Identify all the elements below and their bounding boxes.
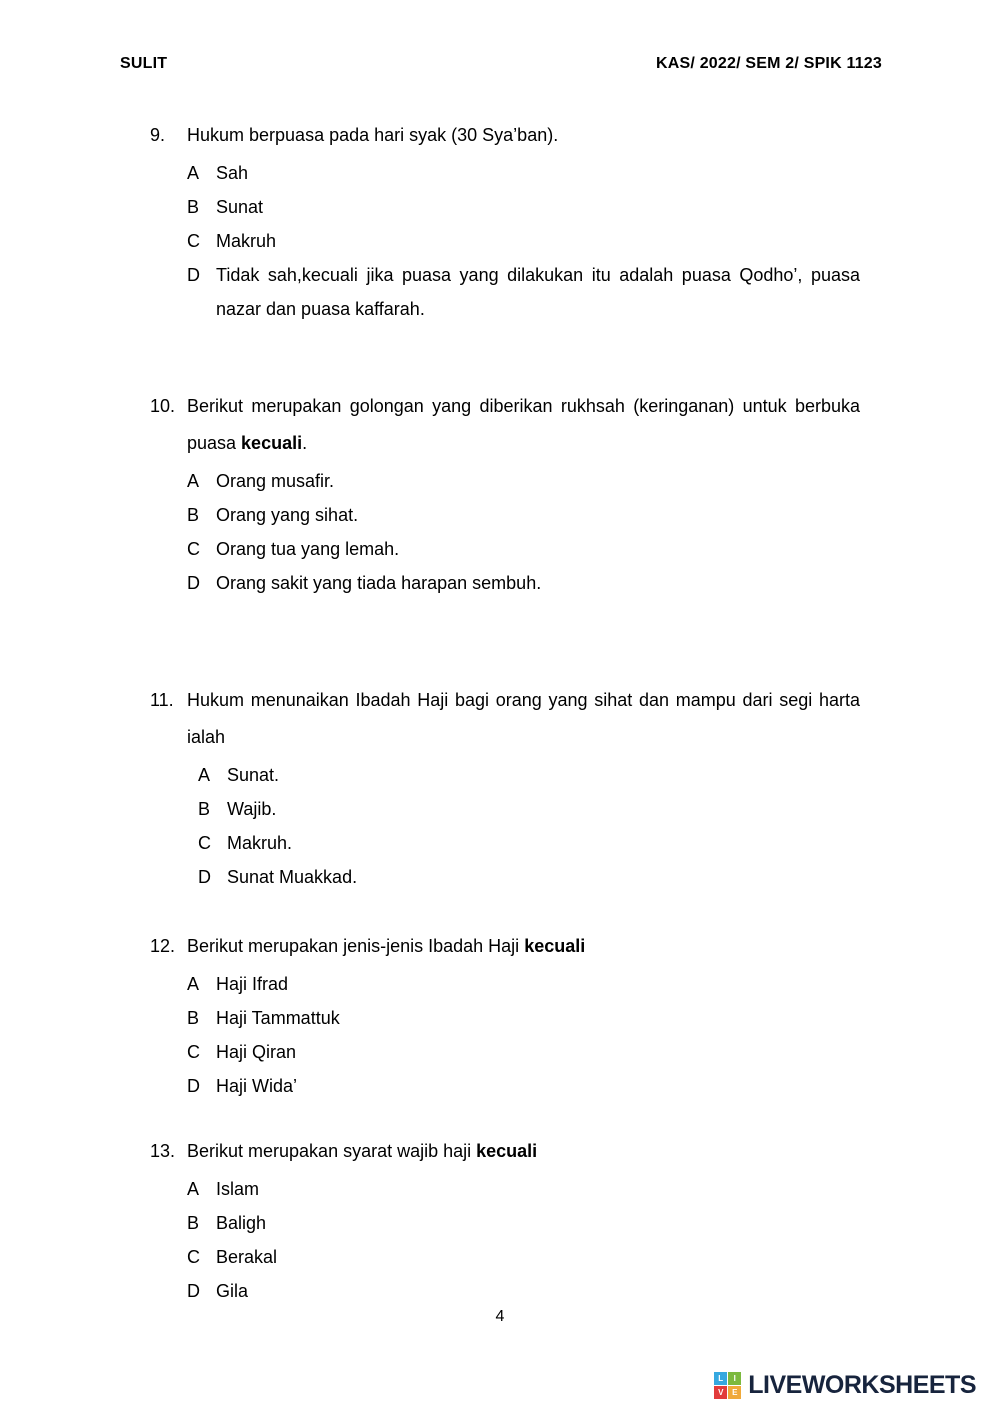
question-13 — [150, 1133, 860, 1308]
option-letter: A — [187, 163, 200, 183]
question-head — [150, 928, 860, 965]
options-list — [187, 156, 860, 326]
liveworksheets-logo-link[interactable] — [714, 1371, 976, 1400]
option-text: Orang musafir. — [216, 471, 335, 491]
options-list — [198, 758, 860, 894]
option-text: Sah — [216, 163, 249, 183]
option-letter: A — [187, 1179, 200, 1199]
option-text: Islam — [216, 1179, 260, 1199]
option-text: Haji Wida’ — [216, 1076, 298, 1096]
liveworksheets-wordmark: LIVEWORKSHEETS — [748, 1371, 976, 1399]
question-number: 9. — [150, 125, 166, 145]
question-head — [150, 1133, 860, 1170]
option-letter: D — [187, 573, 200, 593]
logo-square-green: I — [728, 1372, 741, 1385]
option-text: Sunat — [216, 197, 264, 217]
option-row[interactable] — [187, 258, 860, 326]
question-text: Berikut merupakan syarat wajib haji kecuali — [187, 1141, 538, 1161]
header-left-label: SULIT — [120, 55, 168, 72]
question-text: Berikut merupakan jenis-jenis Ibadah Haji kecuali — [187, 936, 586, 956]
option-text: Wajib. — [227, 799, 277, 819]
option-row[interactable] — [187, 1172, 860, 1206]
option-row[interactable] — [187, 1274, 860, 1308]
option-letter: D — [198, 867, 211, 887]
option-text: Orang tua yang lemah. — [216, 539, 400, 559]
question-12 — [150, 928, 860, 1103]
page-number: 4 — [495, 1308, 505, 1325]
question-number: 13. — [150, 1141, 176, 1161]
option-letter: B — [198, 799, 211, 819]
question-10 — [150, 388, 860, 600]
option-row[interactable] — [198, 758, 860, 792]
option-letter: A — [187, 471, 200, 491]
option-text: Haji Ifrad — [216, 974, 289, 994]
option-letter: D — [187, 1076, 200, 1096]
liveworksheets-grid-icon — [714, 1372, 741, 1399]
option-row[interactable] — [187, 1069, 860, 1103]
option-row[interactable] — [187, 1240, 860, 1274]
option-row[interactable] — [187, 532, 860, 566]
option-text: Haji Qiran — [216, 1042, 297, 1062]
option-letter: B — [187, 1213, 200, 1233]
question-text: Hukum menunaikan Ibadah Haji bagi orang yang sihat dan mampu dari segi harta ialah — [187, 690, 860, 747]
option-letter: C — [198, 833, 211, 853]
question-number: 11. — [150, 690, 174, 710]
logo-square-blue: L — [714, 1372, 727, 1385]
question-head — [150, 388, 860, 462]
option-row[interactable] — [187, 967, 860, 1001]
option-letter: D — [187, 265, 200, 285]
option-text: Makruh. — [227, 833, 293, 853]
option-text: Orang sakit yang tiada harapan sembuh. — [216, 573, 542, 593]
option-row[interactable] — [198, 826, 860, 860]
option-row[interactable] — [187, 566, 860, 600]
option-row[interactable] — [187, 464, 860, 498]
option-row[interactable] — [198, 792, 860, 826]
option-text: Tidak sah,kecuali jika puasa yang dilakukan itu adalah puasa Qodho’, puasa nazar dan puasa kaffarah. — [216, 265, 860, 319]
option-letter: B — [187, 197, 200, 217]
logo-square-yellow: E — [728, 1386, 741, 1399]
options-list — [187, 464, 860, 600]
option-row[interactable] — [187, 190, 860, 224]
option-row[interactable] — [198, 860, 860, 894]
option-letter: A — [198, 765, 211, 785]
question-9 — [150, 117, 860, 326]
option-text: Haji Tammattuk — [216, 1008, 340, 1028]
option-row[interactable] — [187, 224, 860, 258]
option-row[interactable] — [187, 1206, 860, 1240]
option-text: Gila — [216, 1281, 249, 1301]
option-text: Orang yang sihat. — [216, 505, 359, 525]
option-row[interactable] — [187, 156, 860, 190]
option-text: Baligh — [216, 1213, 267, 1233]
options-list — [187, 1172, 860, 1308]
option-text: Berakal — [216, 1247, 278, 1267]
option-letter: C — [187, 539, 200, 559]
option-row[interactable] — [187, 498, 860, 532]
header-right-label: KAS/ 2022/ SEM 2/ SPIK 1123 — [656, 55, 882, 72]
question-head — [150, 682, 860, 756]
question-text: Berikut merupakan golongan yang diberikan rukhsah (keringanan) untuk berbuka puasa kecuali. — [187, 396, 860, 453]
option-letter: A — [187, 974, 200, 994]
option-letter: D — [187, 1281, 200, 1301]
option-text: Sunat. — [227, 765, 280, 785]
question-head — [150, 117, 860, 154]
option-letter: C — [187, 1042, 200, 1062]
option-letter: C — [187, 231, 200, 251]
option-letter: B — [187, 1008, 200, 1028]
logo-square-red: V — [714, 1386, 727, 1399]
option-row[interactable] — [187, 1035, 860, 1069]
question-number: 12. — [150, 936, 176, 956]
options-list — [187, 967, 860, 1103]
question-number: 10. — [150, 396, 176, 416]
question-11 — [150, 682, 860, 894]
option-text: Sunat Muakkad. — [227, 867, 358, 887]
option-text: Makruh — [216, 231, 277, 251]
question-text: Hukum berpuasa pada hari syak (30 Sya’ban). — [187, 125, 559, 145]
option-letter: B — [187, 505, 200, 525]
option-letter: C — [187, 1247, 200, 1267]
page-header — [0, 0, 1000, 73]
option-row[interactable] — [187, 1001, 860, 1035]
questions-container — [150, 117, 860, 1308]
